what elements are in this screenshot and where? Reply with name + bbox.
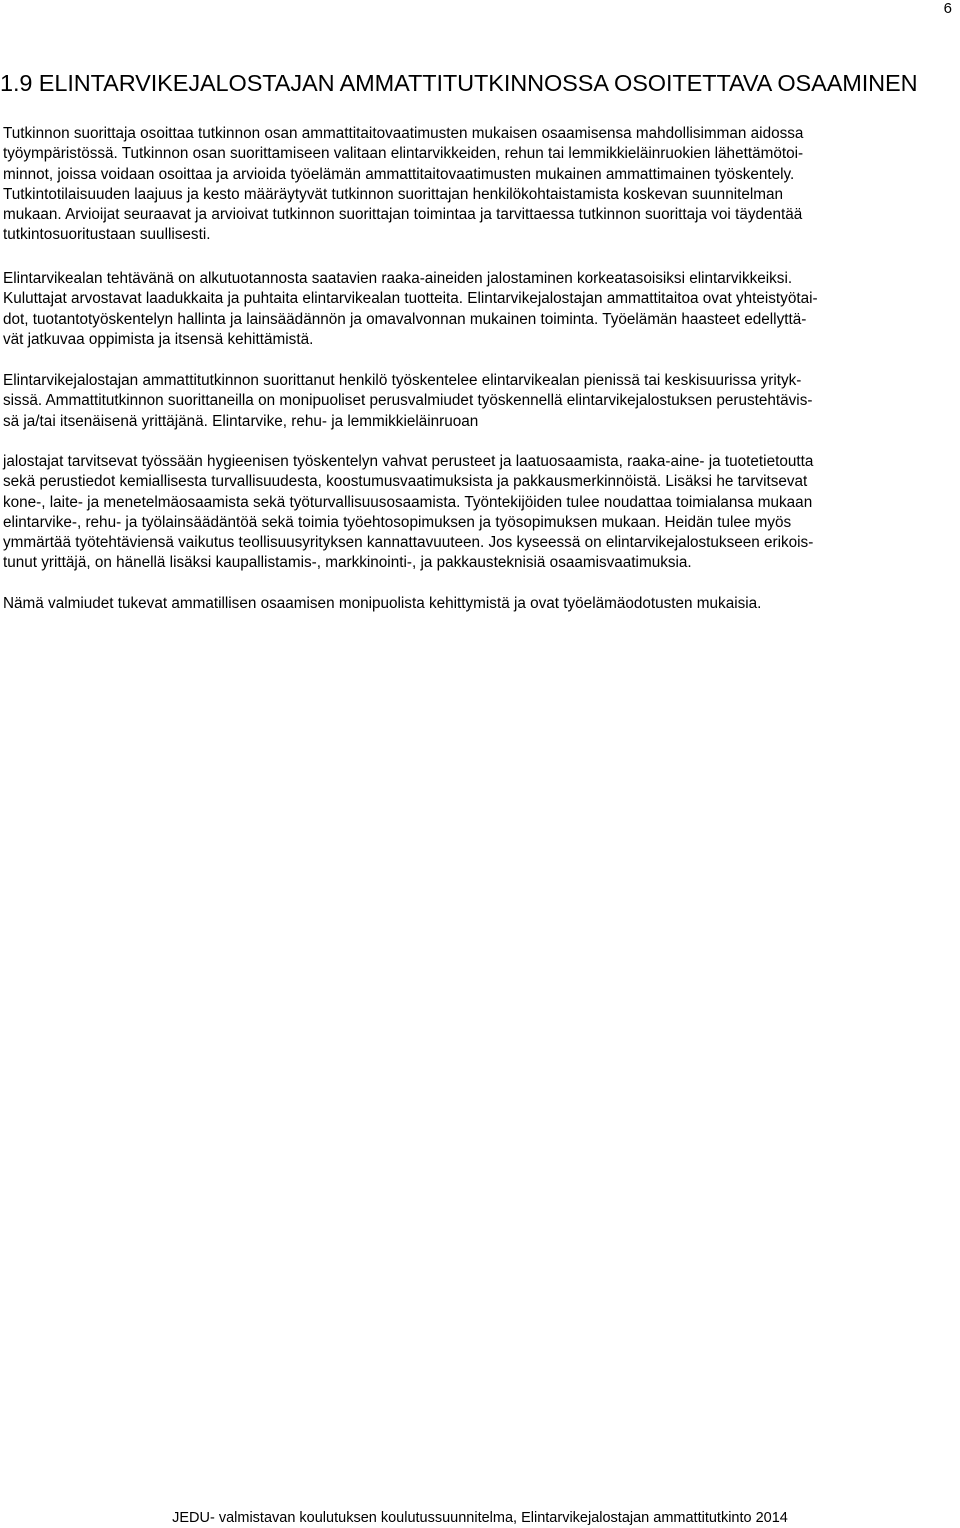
text-line: kone-, laite- ja menetelmäosaamista sekä työturvallisuusosaamista. Työntekijöiden tulee noudattaa toimialansa mukaan [3,493,813,511]
text-line: mukaan. Arvioijat seuraavat ja arvioivat tutkinnon suorittajan toimintaa ja tarvittaessa tutkinnon suorittaja voi täydentää [3,206,803,224]
text-line: dot, tuotantotyöskentelyn hallinta ja lainsäädännön ja omavalvonnan mukainen toiminta. Työelämän haasteet edellyttä- [3,310,807,328]
text-line: sä ja/tai itsenäisenä yrittäjänä. Elintarvike, rehu- ja lemmikkieläinruoan [3,412,479,430]
paragraph-skills [3,452,953,574]
text-line: sissä. Ammattitutkinnon suorittaneilla on monipuoliset perusvalmiudet työskennellä elintarvikejalostuksen perustehtävis- [3,392,813,410]
text-line: ymmärtää työtehtäviensä vaikutus teollisuusyrityksen kannattavuuteen. Jos kyseessä on elintarvikejalostukseen erikois- [3,534,814,552]
paragraph-employment [3,371,953,432]
paragraph-field-tasks [3,269,953,350]
text-line: Elintarvikejalostajan ammattitutkinnon suorittanut henkilö työskentelee elintarvikealan pienissä tai keskisuurissa yrityk- [3,372,802,389]
text-line: Nämä valmiudet tukevat ammatillisen osaamisen monipuolista kehittymistä ja ovat työelämäodotusten mukaisia. [3,595,762,612]
text-line: minnot, joissa voidaan osoittaa ja arvioida työelämän ammattitaitovaatimusten mukainen ammattimainen työskentely. [3,165,795,183]
text-line: työympäristössä. Tutkinnon osan suorittamiseen valitaan elintarvikkeiden, rehun tai lemmikkieläinruokien lähettämötoi- [3,145,804,163]
text-line: sekä perustiedot kemiallisesta turvallisuudesta, koostumusvaatimuksista ja pakkausmerkinnöistä. Lisäksi he tarvitsevat [3,473,808,491]
body-text [3,371,953,432]
body-text [3,269,953,350]
paragraph-assessment [3,124,953,246]
page-number: 6 [943,0,952,17]
text-line: tutkintosuoritustaan suullisesti. [3,226,211,244]
text-line: Elintarvikealan tehtävänä on alkutuotannosta saatavien raaka-aineiden jalostaminen korkeatasoisiksi elintarvikkeiksi. [3,270,793,287]
text-line: elintarvike-, rehu- ja työlainsäädäntöä sekä toimia työehtosopimuksen ja työsopimuksen mukaan. Heidän tulee myös [3,513,792,531]
section-heading: 1.9 ELINTARVIKEJALOSTAJAN AMMATTITUTKINNOSSA OSOITETTAVA OSAAMINEN [0,70,918,96]
text-line: jalostajat tarvitsevat työssään hygieenisen työskentelyn vahvat perusteet ja laatuosaamista, raaka-aine- ja tuotetietoutta [3,453,814,470]
text-line: Tutkinnon suorittaja osoittaa tutkinnon osan ammattitaitovaatimusten mukaisen osaamisensa mahdollisimman aidossa [3,125,804,142]
text-line: Tutkintotilaisuuden laajuus ja kesto määräytyvät tutkinnon suorittajan henkilökohtaistamista koskevan suunnitelman [3,185,784,203]
body-text [3,452,953,574]
body-text [3,124,953,246]
text-line: Kuluttajat arvostavat laadukkaita ja puhtaita elintarvikealan tuotteita. Elintarvikejalostajan ammattitaitoa ovat yhteistyötai- [3,290,818,308]
page-footer: JEDU- valmistavan koulutuksen koulutussuunnitelma, Elintarvikejalostajan ammattitutkinto 2014 [172,1510,788,1526]
paragraph-summary [3,594,953,614]
text-line: vät jatkuvaa oppimista ja itsensä kehittämistä. [3,330,314,348]
text-line: tunut yrittäjä, on hänellä lisäksi kaupallistamis-, markkinointi-, ja pakkausteknisiä osaamisvaatimuksia. [3,554,692,572]
body-text [3,594,953,614]
